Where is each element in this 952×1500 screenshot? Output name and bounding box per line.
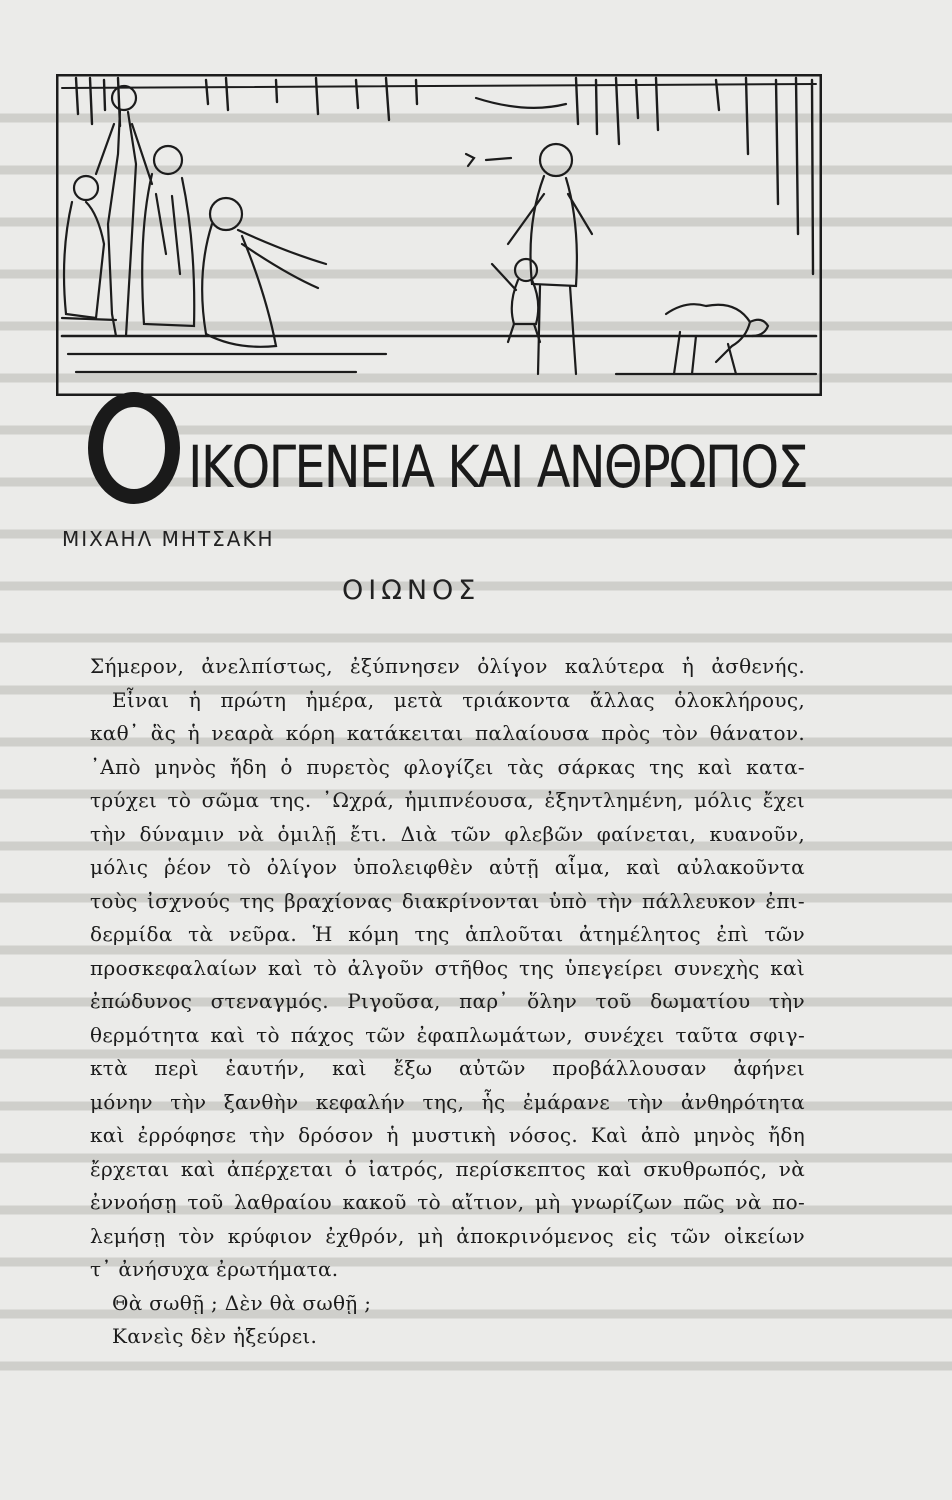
text-line: τὴν δύναμιν νὰ ὁμιλῇ ἔτι. Διὰ τῶν φλεβῶν φαίνεται, κυανοῦν, xyxy=(90,821,805,846)
text-line: κτὰ περὶ ἑαυτήν, καὶ ἔξω αὐτῶν προβάλλουσαν ἀφήνει xyxy=(90,1056,805,1080)
story-body xyxy=(90,650,805,1354)
text-line: Εἶναι ἡ πρώτη ἡμέρα, μετὰ τριάκοντα ἄλλας ὁλοκλήρους, xyxy=(112,687,805,712)
text-line: μόνην τὴν ξανθὴν κεφαλήν της, ἧς ἐμάρανε τὴν ἀνθηρότητα xyxy=(90,1089,805,1114)
author-name: ΜΙΧΑΗΛ ΜΗΤΣΑΚΗ xyxy=(62,527,275,551)
text-line: Κανεὶς δὲν ἠξεύρει. xyxy=(112,1324,318,1348)
text-line: ᾽Απὸ μηνὸς ἤδη ὁ πυρετὸς φλογίζει τὰς σάρκας της καὶ κατα- xyxy=(90,754,805,779)
text-line: λεμήσῃ τὸν κρύφιον ἐχθρόν, μὴ ἀποκρινόμενος εἰς τῶν οἰκείων xyxy=(90,1223,805,1248)
text-line: καθ᾽ ἃς ἡ νεαρὰ κόρη κατάκειται παλαίουσα πρὸς τὸν θάνατον. xyxy=(90,721,805,745)
text-line: ἔρχεται καὶ ἀπέρχεται ὁ ἰατρός, περίσκεπτος καὶ σκυθρωπός, νὰ xyxy=(90,1156,805,1181)
text-line: ἐννοήσῃ τοῦ λαθραίου κακοῦ τὸ αἴτιον, μὴ γνωρίζων πῶς νὰ πο- xyxy=(90,1190,805,1214)
text-line: δερμίδα τὰ νεῦρα. Ἡ κόμη της ἁπλοῦται ἀτημέλητος ἐπὶ τῶν xyxy=(90,922,805,946)
text-line: μόλις ῥέον τὸ ὀλίγον ὑπολειφθὲν αὐτῇ αἷμα, καὶ αὐλακοῦντα xyxy=(90,855,805,879)
article-title xyxy=(88,392,807,512)
text-line: καὶ ἐρρόφησε τὴν δρόσον ἡ μυστικὴ νόσος. Καὶ ἀπὸ μηνὸς ἤδη xyxy=(90,1123,805,1147)
text-line: Θὰ σωθῇ ; Δὲν θὰ σωθῇ ; xyxy=(112,1290,372,1315)
text-line: τρύχει τὸ σῶμα της. ᾽Ωχρά, ἡμιπνέουσα, ἐξηντλημένη, μόλις ἔχει xyxy=(90,788,805,812)
title-initial-letter xyxy=(88,392,180,504)
story-title: ΟΙΩΝΟΣ xyxy=(342,575,481,606)
text-line: Σήμερον, ἀνελπίστως, ἐξύπνησεν ὀλίγον καλύτερα ἡ ἀσθενής. xyxy=(90,654,805,678)
family-scene-illustration xyxy=(56,74,822,396)
text-line: τ᾽ ἀνήσυχα ἐρωτήματα. xyxy=(90,1257,339,1281)
text-line: τοὺς ἰσχνούς της βραχίονας διακρίνονται ὑπὸ τὴν πάλλευκον ἐπι- xyxy=(90,888,805,913)
text-line: ἐπώδυνος στεναγμός. Ριγοῦσα, παρ᾽ ὅλην τοῦ δωματίου τὴν xyxy=(90,989,805,1013)
text-line: προσκεφαλαίων καὶ τὸ ἀλγοῦν στῆθος της ὑπεγείρει συνεχὴς καὶ xyxy=(90,955,805,980)
title-text: ΙΚΟΓΕΝΕΙΑ ΚΑΙ ΑΝΘΡΩΠΟΣ xyxy=(188,433,807,501)
text-line: θερμότητα καὶ τὸ πάχος τῶν ἐφαπλωμάτων, συνέχει ταῦτα σφιγ- xyxy=(90,1022,805,1047)
